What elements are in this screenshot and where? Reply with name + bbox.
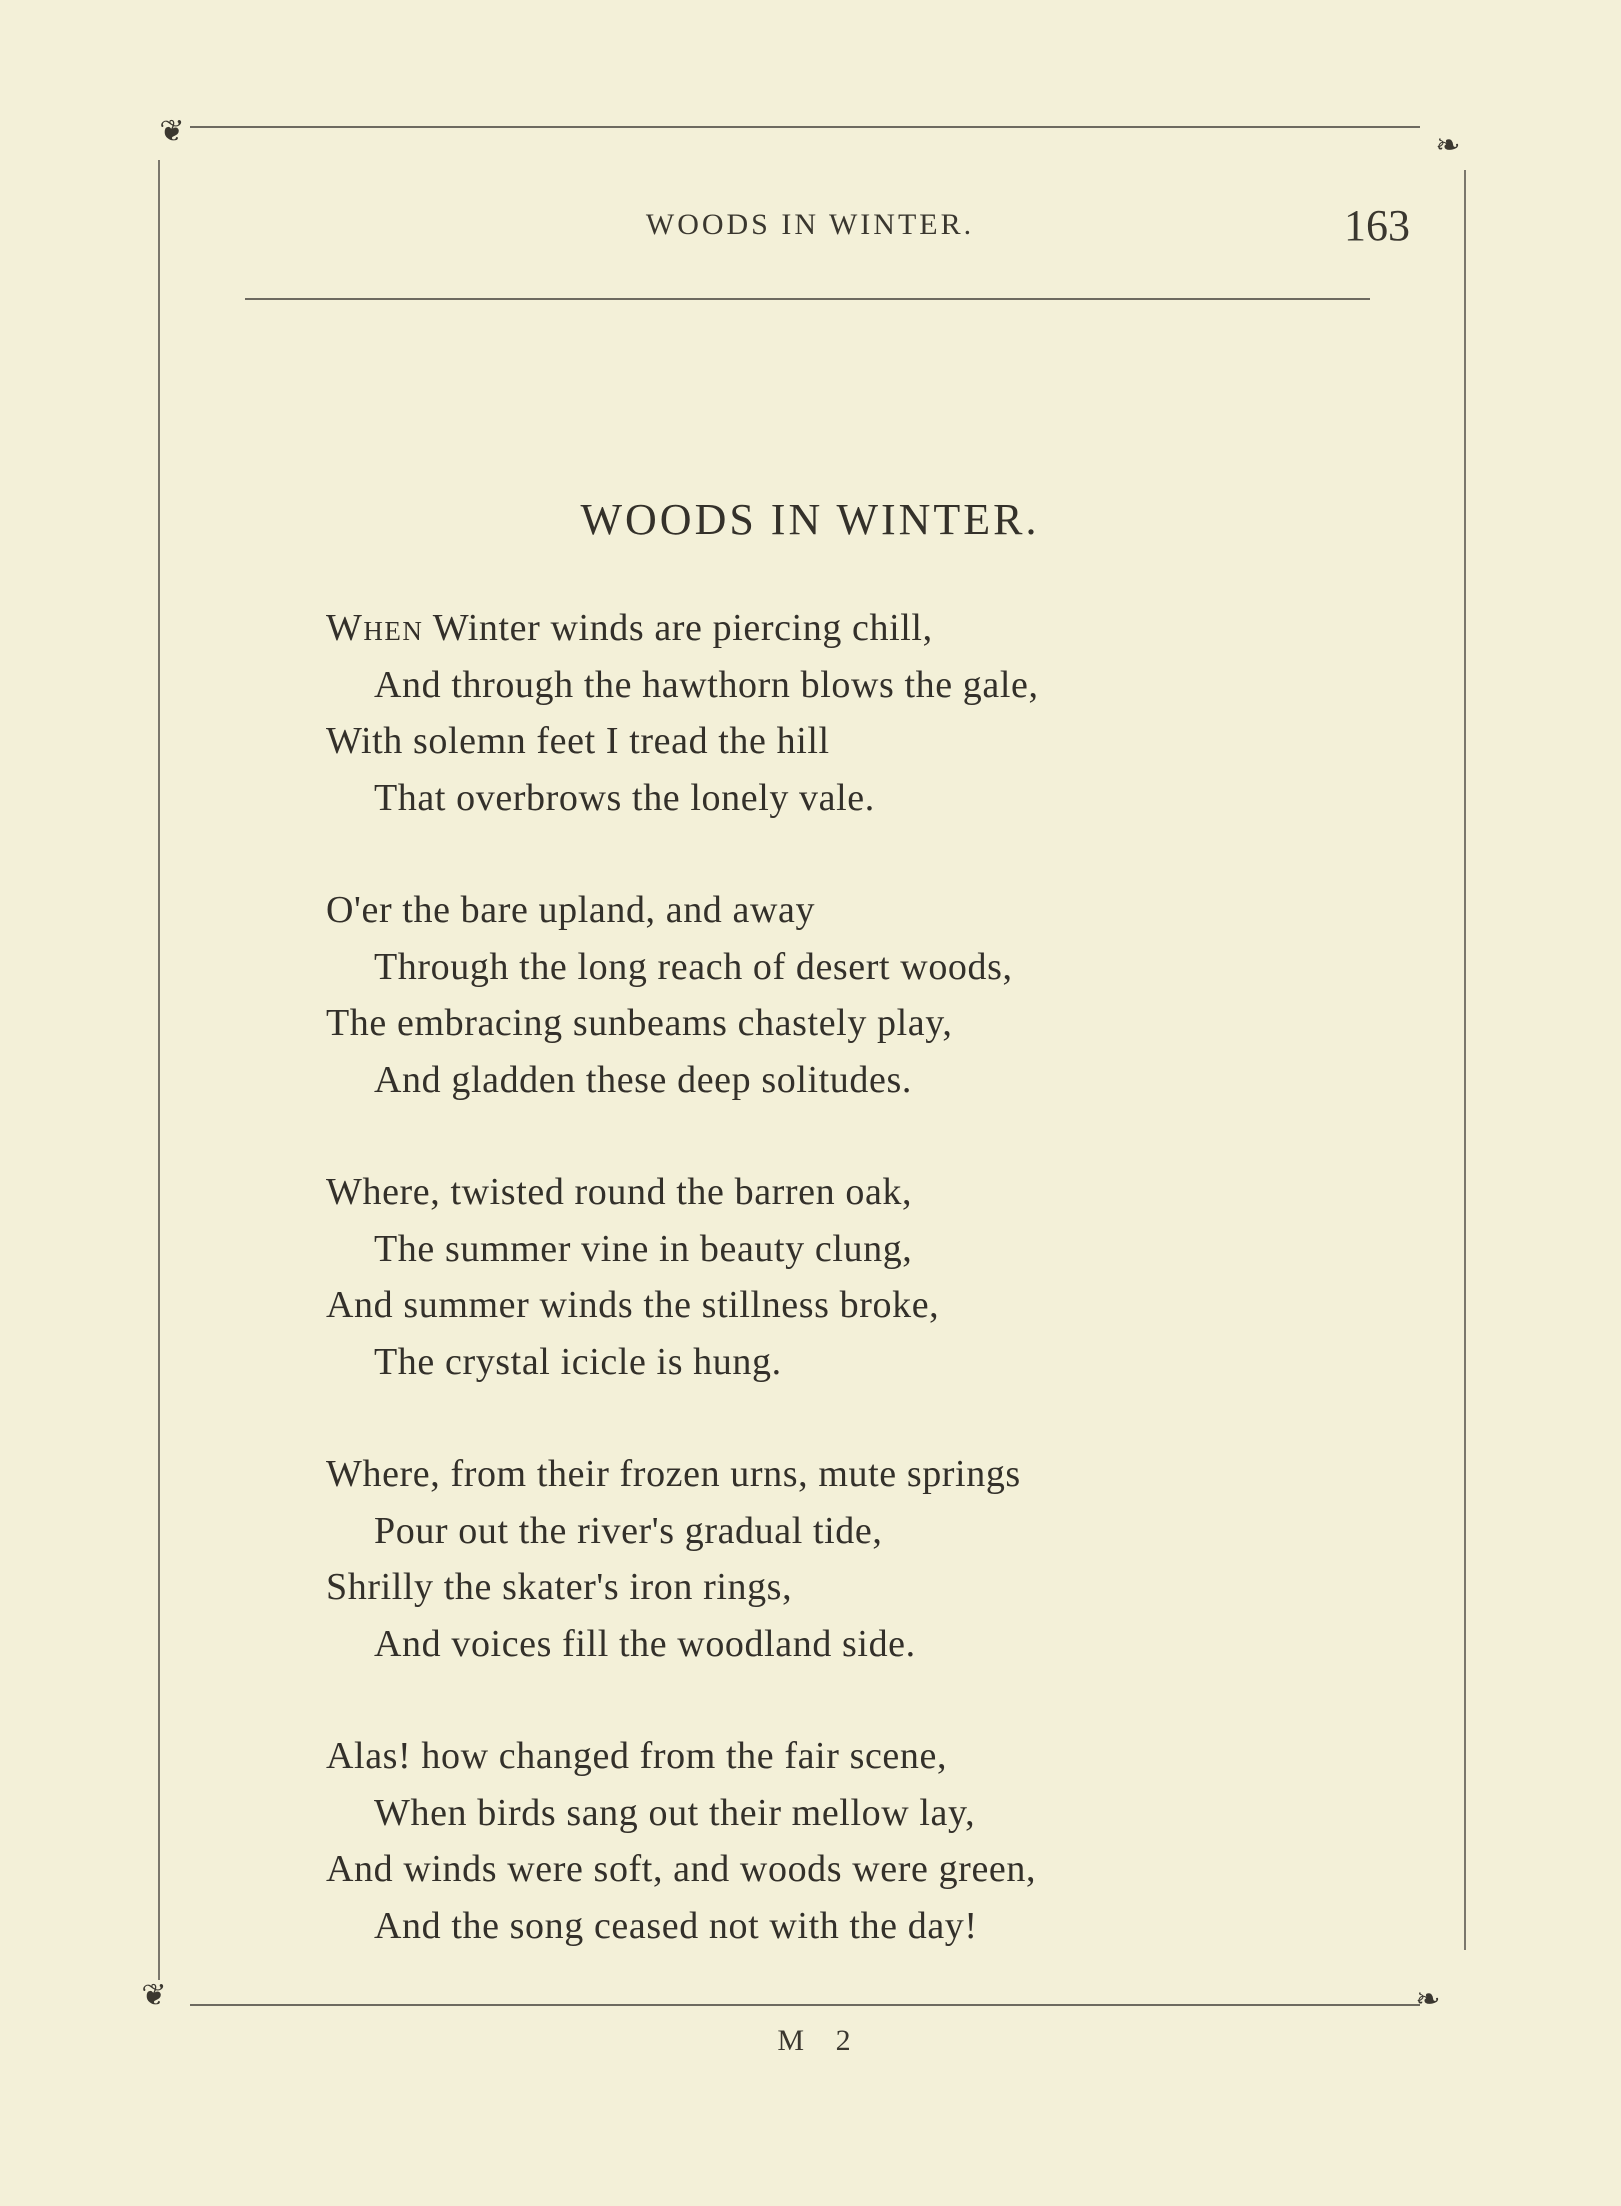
frame-top-rule xyxy=(190,126,1420,128)
poem-line: And winds were soft, and woods were green, xyxy=(326,1848,1037,1890)
poem-line: With solemn feet I tread the hill xyxy=(326,720,830,762)
poem-line: Shrilly the skater's iron rings, xyxy=(326,1566,793,1608)
poem-line: Through the long reach of desert woods, xyxy=(374,945,1013,988)
signature-mark: M 2 xyxy=(777,2024,863,2057)
poem-line: And voices fill the woodland side. xyxy=(374,1622,916,1665)
poem-line: And the song ceased not with the day! xyxy=(374,1904,978,1947)
stanza-4 xyxy=(326,1446,1346,1672)
corner-fleuron-icon: ❦ xyxy=(159,114,185,149)
poem-line: The summer vine in beauty clung, xyxy=(374,1227,913,1270)
poem-body xyxy=(326,600,1346,2010)
poem-line: And through the hawthorn blows the gale, xyxy=(374,663,1039,706)
frame-right-rule xyxy=(1464,170,1466,1950)
poem-line: Where, twisted round the barren oak, xyxy=(326,1171,913,1213)
page-number: 163 xyxy=(1344,201,1410,250)
corner-fleuron-icon: ❧ xyxy=(1435,128,1461,163)
poem-line: O'er the bare upland, and away xyxy=(326,889,816,931)
poem-first-word: When xyxy=(326,607,424,649)
poem-line-text: Winter winds are piercing chill, xyxy=(423,607,933,649)
stanza-3 xyxy=(326,1164,1346,1390)
frame-left-rule xyxy=(158,160,160,1980)
poem-line: And summer winds the stillness broke, xyxy=(326,1284,940,1326)
poem-line: That overbrows the lonely vale. xyxy=(374,776,875,819)
stanza-1 xyxy=(326,600,1346,826)
poem-line xyxy=(326,600,1346,657)
stanza-2 xyxy=(326,882,1346,1108)
poem-line: Alas! how changed from the fair scene, xyxy=(326,1735,948,1777)
poem-line: The crystal icicle is hung. xyxy=(374,1340,782,1383)
poem-title: WOODS IN WINTER. xyxy=(580,495,1040,544)
stanza-5 xyxy=(326,1728,1346,1954)
poem-line: And gladden these deep solitudes. xyxy=(374,1058,912,1101)
corner-fleuron-icon: ❦ xyxy=(141,1978,167,2013)
header-rule xyxy=(245,298,1370,300)
corner-fleuron-icon: ❧ xyxy=(1415,1982,1441,2017)
poem-line: Where, from their frozen urns, mute springs xyxy=(326,1453,1021,1495)
running-header-title: WOODS IN WINTER. xyxy=(645,208,975,241)
poem-line: The embracing sunbeams chastely play, xyxy=(326,1002,953,1044)
poem-line: Pour out the river's gradual tide, xyxy=(374,1509,883,1552)
poem-line: When birds sang out their mellow lay, xyxy=(374,1791,976,1834)
